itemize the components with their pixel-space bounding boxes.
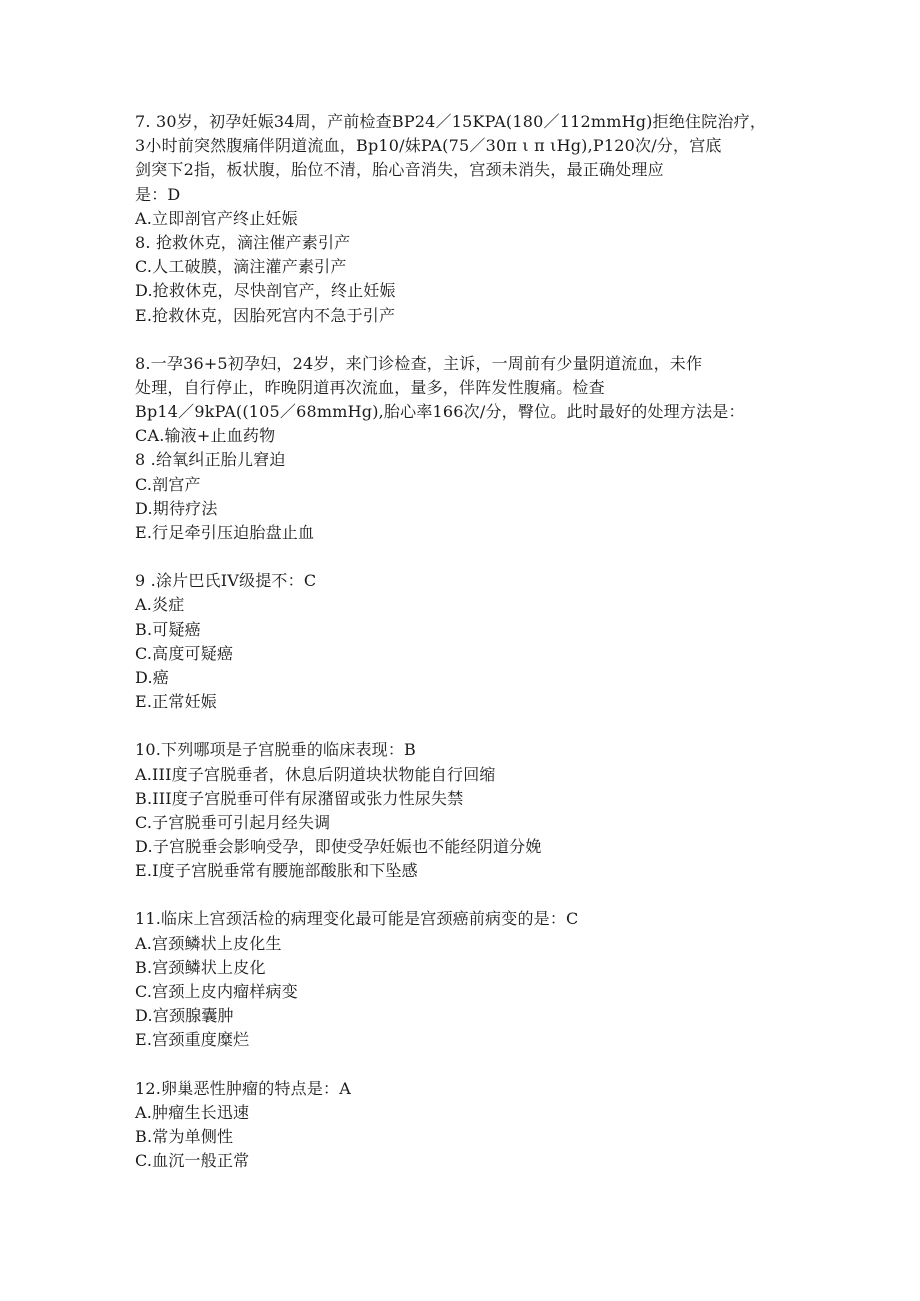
question-stem-line: 处理，自行停止，昨晚阴道再次流血，量多，伴阵发性腹痛。检查 (135, 377, 605, 397)
answer-option: C.血沉一般正常 (135, 1151, 250, 1171)
document-page (135, 110, 785, 1173)
answer-option: C.剖宫产 (135, 474, 201, 494)
answer-option: C.宫颈上皮内瘤样病变 (135, 982, 298, 1001)
answer-option: C.子宫脱垂可引起月经失调 (135, 812, 331, 832)
answer-option: C.人工破膜，滴注灌产素引产 (135, 257, 347, 277)
question-stem-line: 12.卵巢恶性肿瘤的特点是：A (135, 1078, 352, 1098)
answer-option: C.高度可疑癌 (135, 643, 234, 663)
answer-option: E.抢救休克，因胎死宫内不急于引产 (135, 305, 396, 325)
answer-option: D.癌 (135, 667, 169, 687)
answer-option: D.子宫脱垂会影响受孕，即使受孕妊娠也不能经阴道分娩 (135, 837, 542, 857)
question-stem-line: 10.下列哪项是子宫脱垂的临床表现：B (135, 740, 417, 760)
answer-option: A.炎症 (135, 595, 185, 615)
answer-option: E.I度子宫脱垂常有腰施部酸胀和下坠感 (135, 861, 418, 881)
answer-option: E.宫颈重度糜烂 (135, 1030, 250, 1050)
answer-option: D.抢救休克，尽快剖官产，终止妊娠 (135, 281, 396, 301)
answer-option: B.宫颈鳞状上皮化 (135, 957, 266, 977)
spacer (135, 328, 785, 352)
question-stem-line: 是：D (135, 184, 181, 204)
answer-option: A.立即剖官产终止妊娠 (135, 208, 298, 228)
spacer (135, 714, 785, 738)
question-stem-line: 9 .涂片巴氏IV级提不：C (135, 571, 317, 591)
question-stem-line: 11.临床上宫颈活检的病理变化最可能是宫颈癌前病变的是：C (135, 909, 579, 929)
spacer (135, 545, 785, 569)
spacer (135, 883, 785, 907)
question-stem-line: 3小时前突然腹痛伴阴道流血，Bp10/妹PA(75／30π ι π ιHg),P120次/分，宫底 (135, 136, 722, 156)
answer-option: B.常为单侧性 (135, 1126, 234, 1146)
question-stem-line: 剑突下2指，板状腹，胎位不清，胎心音消失，宫颈未消失，最正确处理应 (135, 160, 664, 180)
question-stem-line: 8.一孕36+5初孕妇，24岁，来门诊检查，主诉，一周前有少量阴道流血，未作 (135, 353, 703, 373)
answer-option: A.III度子宫脱垂者，休息后阴道块状物能自行回缩 (135, 764, 496, 784)
question-stem-line: Bp14／9kPA((105／68mmHg),胎心率166次/分，臀位。此时最好的处理方法是： (135, 402, 745, 422)
spacer (135, 1053, 785, 1077)
question-11 (135, 907, 785, 1052)
answer-option: B.III度子宫脱垂可伴有尿潴留或张力性尿失禁 (135, 788, 464, 808)
question-8 (135, 352, 785, 546)
question-9 (135, 569, 785, 714)
answer-option: E.正常妊娠 (135, 692, 217, 712)
question-7 (135, 110, 785, 328)
question-12 (135, 1077, 785, 1174)
answer-option: B.可疑癌 (135, 619, 201, 639)
answer-option: CA.输液+止血药物 (135, 426, 276, 446)
answer-option: 8. 抢救休克，滴注催产素引产 (135, 232, 351, 252)
question-10 (135, 738, 785, 883)
answer-option: E.行足牵引压迫胎盘止血 (135, 523, 315, 542)
answer-option: D.期待疗法 (135, 498, 218, 518)
answer-option: 8 .给氧纠正胎儿窘迫 (135, 450, 286, 470)
question-stem-line: 7. 30岁，初孕妊娠34周，产前检查BP24／15KPA(180／112mmHg)拒绝住院治疗， (135, 112, 767, 131)
answer-option: A.宫颈鳞状上皮化生 (135, 933, 282, 953)
answer-option: A.肿瘤生长迅速 (135, 1102, 250, 1122)
answer-option: D.宫颈腺囊肿 (135, 1006, 234, 1026)
